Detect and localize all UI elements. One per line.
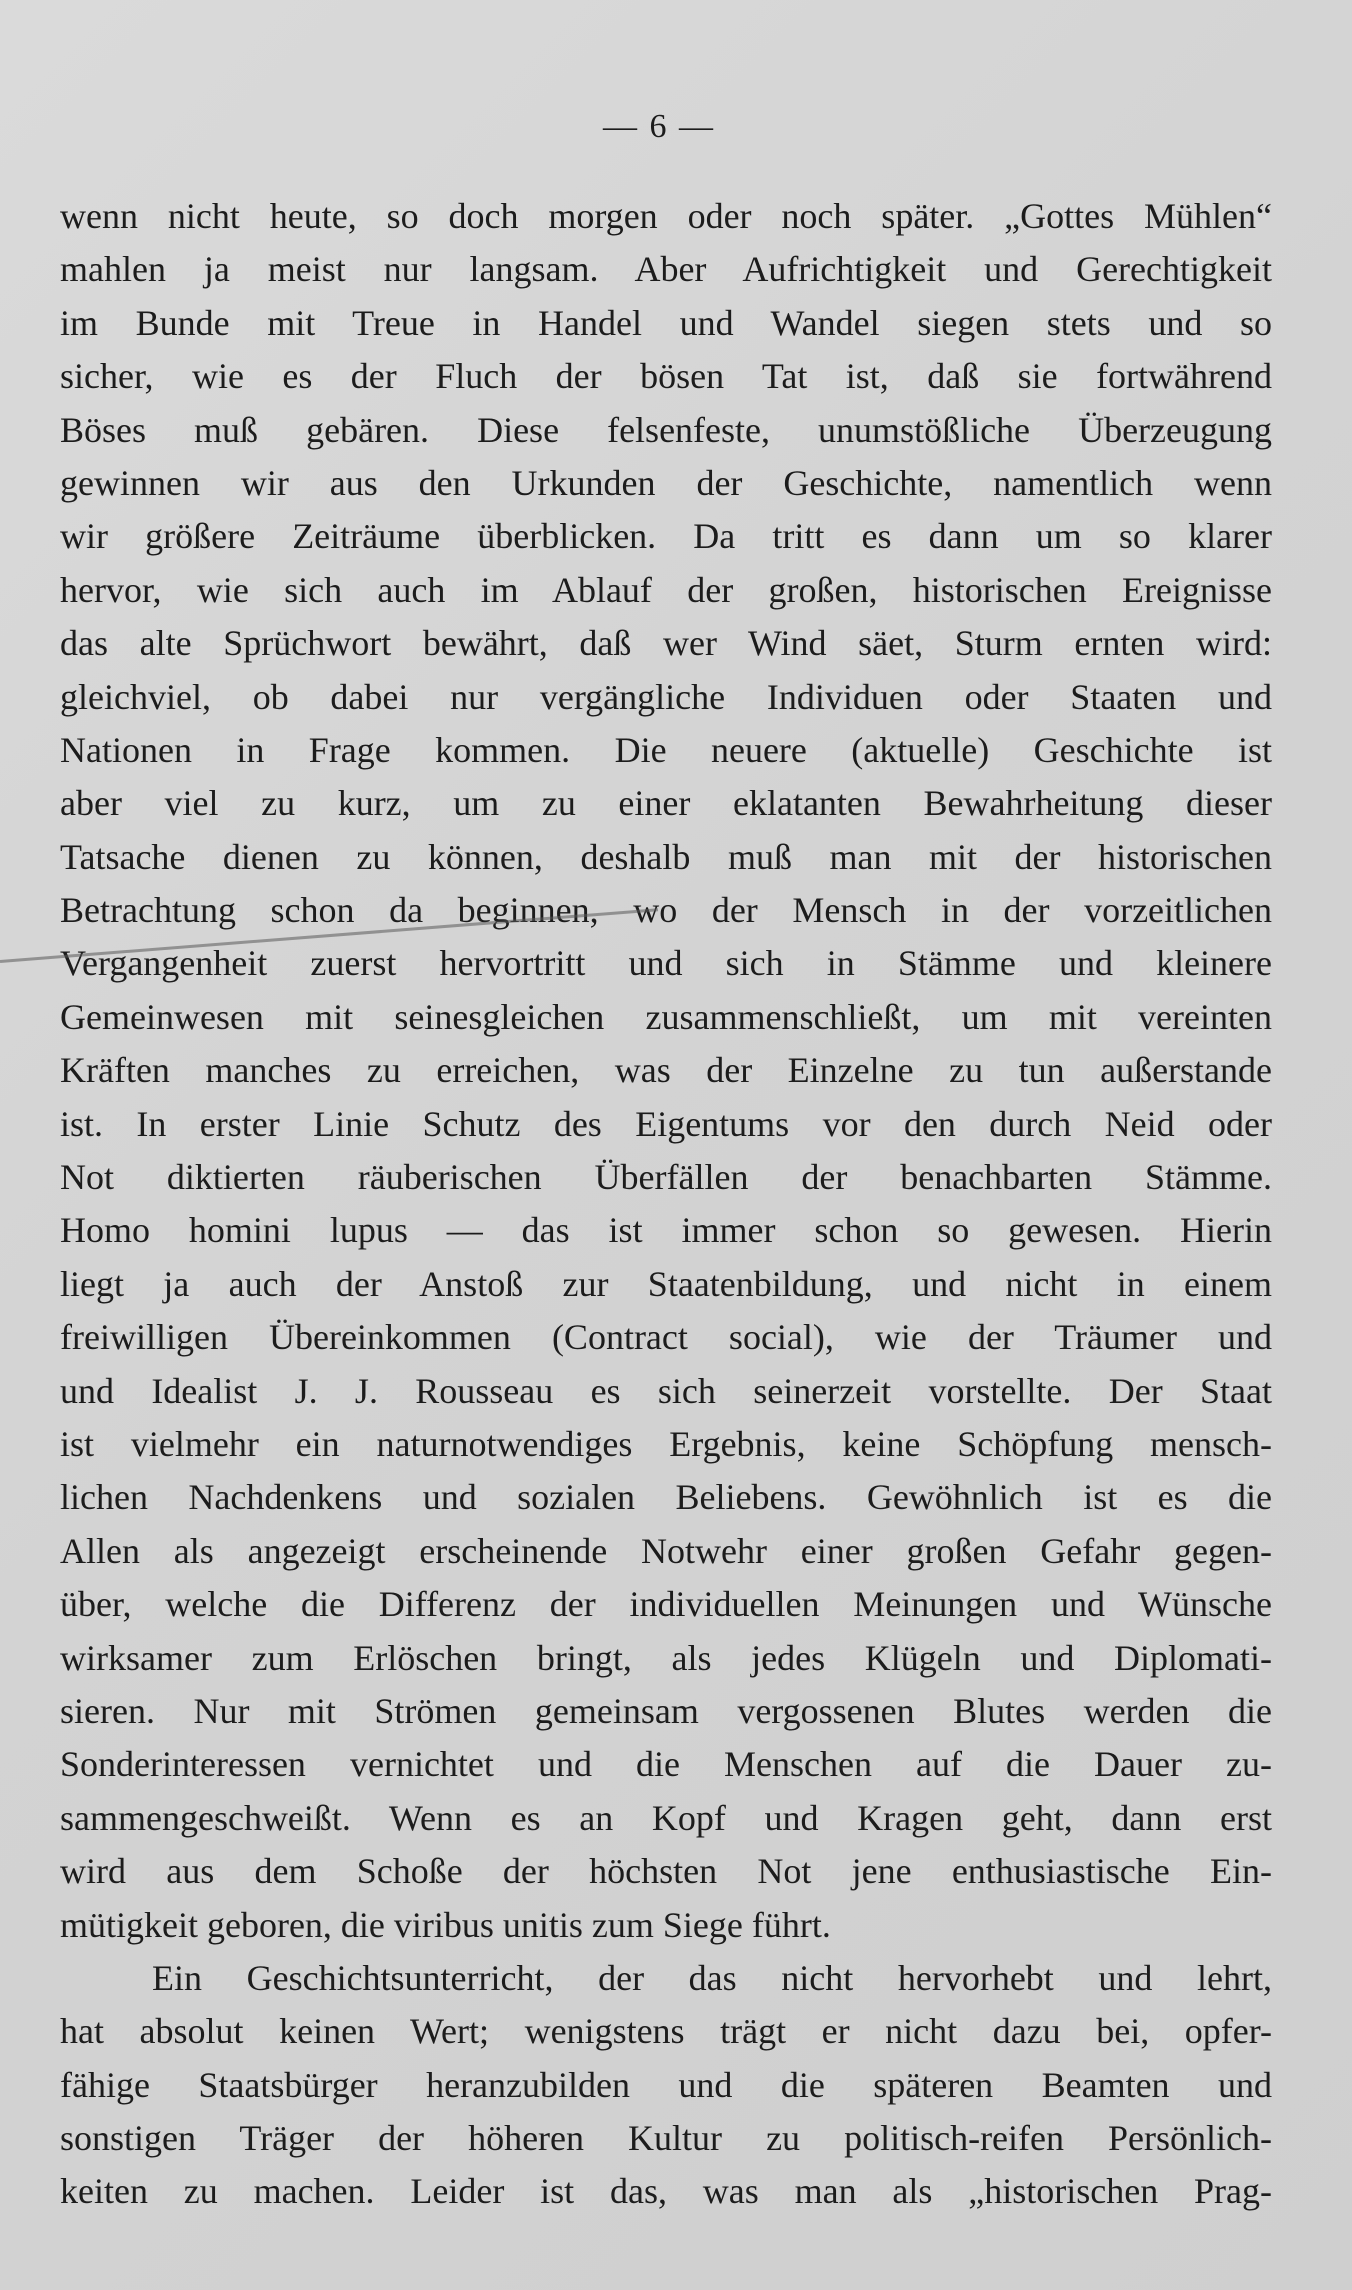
page-number: — 6 — bbox=[603, 108, 715, 145]
paragraph-2 bbox=[60, 1952, 1272, 2219]
text-line: Kräften manches zu erreichen, was der Einzelne zu tun außerstande bbox=[60, 1050, 1272, 1091]
text-line: hervor, wie sich auch im Ablauf der großen, historischen Ereignisse bbox=[60, 569, 1272, 610]
text-line: Tatsache dienen zu können, deshalb muß man mit der historischen bbox=[60, 836, 1272, 877]
text-line: gewinnen wir aus den Urkunden der Geschichte, namentlich wenn bbox=[60, 462, 1272, 503]
text-line: aber viel zu kurz, um zu einer eklatanten Bewahrheitung dieser bbox=[60, 783, 1272, 824]
text-line: das alte Sprüchwort bewährt, daß wer Wind säet, Sturm ernten wird: bbox=[60, 623, 1272, 664]
text-line: mütigkeit geboren, die viribus unitis zum Siege führt. bbox=[60, 1904, 831, 1945]
text-line: ist vielmehr ein naturnotwendiges Ergebnis, keine Schöpfung mensch- bbox=[60, 1423, 1272, 1464]
body-text bbox=[60, 190, 1272, 2219]
text-line: wir größere Zeiträume überblicken. Da tritt es dann um so klarer bbox=[60, 516, 1272, 557]
text-line: und Idealist J. J. Rousseau es sich seinerzeit vorstellte. Der Staat bbox=[60, 1370, 1272, 1411]
text-line: wird aus dem Schoße der höchsten Not jene enthusiastische Ein- bbox=[60, 1851, 1272, 1892]
text-line: hat absolut keinen Wert; wenigstens trägt er nicht dazu bei, opfer- bbox=[60, 2011, 1272, 2052]
text-line: sonstigen Träger der höheren Kultur zu politisch-reifen Persönlich- bbox=[60, 2118, 1272, 2159]
text-line: Nationen in Frage kommen. Die neuere (aktuelle) Geschichte ist bbox=[60, 729, 1272, 770]
text-line: ist. In erster Linie Schutz des Eigentums vor den durch Neid oder bbox=[60, 1103, 1272, 1144]
text-line: liegt ja auch der Anstoß zur Staatenbildung, und nicht in einem bbox=[60, 1263, 1272, 1304]
text-line: Vergangenheit zuerst hervortritt und sich in Stämme und kleinere bbox=[60, 943, 1272, 984]
text-line: im Bunde mit Treue in Handel und Wandel siegen stets und so bbox=[60, 302, 1272, 343]
text-line: Betrachtung schon da beginnen, wo der Mensch in der vorzeitlichen bbox=[60, 890, 1272, 931]
text-line: sammengeschweißt. Wenn es an Kopf und Kragen geht, dann erst bbox=[60, 1797, 1272, 1838]
text-line: Gemeinwesen mit seinesgleichen zusammenschließt, um mit vereinten bbox=[60, 996, 1272, 1037]
text-line: mahlen ja meist nur langsam. Aber Aufrichtigkeit und Gerechtigkeit bbox=[60, 249, 1272, 290]
text-line: über, welche die Differenz der individuellen Meinungen und Wünsche bbox=[60, 1584, 1272, 1625]
text-line: Not diktierten räuberischen Überfällen der benachbarten Stämme. bbox=[60, 1157, 1272, 1198]
text-line: sieren. Nur mit Strömen gemeinsam vergossenen Blutes werden die bbox=[60, 1690, 1272, 1731]
text-line: Sonderinteressen vernichtet und die Menschen auf die Dauer zu- bbox=[60, 1744, 1272, 1785]
text-line: wirksamer zum Erlöschen bringt, als jedes Klügeln und Diplomati- bbox=[60, 1637, 1272, 1678]
text-line: fähige Staatsbürger heranzubilden und die späteren Beamten und bbox=[60, 2064, 1272, 2105]
text-line: freiwilligen Übereinkommen (Contract social), wie der Träumer und bbox=[60, 1317, 1272, 1358]
text-line: wenn nicht heute, so doch morgen oder noch später. „Gottes Mühlen“ bbox=[60, 196, 1272, 236]
text-line: Allen als angezeigt erscheinende Notwehr einer großen Gefahr gegen- bbox=[60, 1530, 1272, 1571]
text-line: keiten zu machen. Leider ist das, was man als „historischen Prag- bbox=[60, 2171, 1272, 2212]
text-line: lichen Nachdenkens und sozialen Beliebens. Gewöhnlich ist es die bbox=[60, 1477, 1272, 1518]
text-line: gleichviel, ob dabei nur vergängliche Individuen oder Staaten und bbox=[60, 676, 1272, 717]
text-line: Homo homini lupus — das ist immer schon so gewesen. Hierin bbox=[60, 1210, 1272, 1251]
text-line: Böses muß gebären. Diese felsenfeste, unumstößliche Überzeugung bbox=[60, 409, 1272, 450]
text-line: Ein Geschichtsunterricht, der das nicht hervorhebt und lehrt, bbox=[152, 1957, 1272, 1998]
paragraph-1 bbox=[60, 190, 1272, 1952]
text-line: sicher, wie es der Fluch der bösen Tat ist, daß sie fortwährend bbox=[60, 356, 1272, 397]
